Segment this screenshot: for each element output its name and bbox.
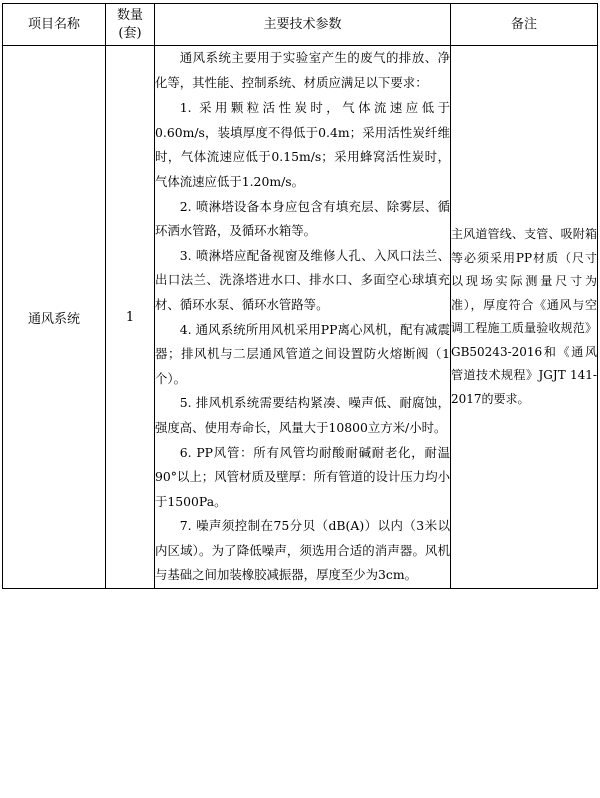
params-item-6: 6. PP风管：所有风管均耐酸耐碱耐老化，耐温90°以上；风管材质及壁厚：所有管道的设计压力均小于1500Pa。: [155, 444, 450, 509]
params-intro: 通风系统主要用于实验室产生的废气的排放、净化等，其性能、控制系统、材质应满足以下要求：: [155, 50, 450, 90]
table-row: [3, 46, 598, 589]
header-quantity: [106, 4, 155, 46]
header-quantity-label: 数量: [116, 7, 143, 23]
notes-text: 主风道管线、支管、吸附箱等必须采用PP材质（尺寸以现场实际测量尺寸为准），厚度符合《通风与空调工程施工质量验收规范》GB50243-2016和《通风管道技术规程》JGJT 141-2017的要求。: [451, 227, 597, 406]
params-item-7: 7. 噪声须控制在75分贝（dB(A)）以内（3米以内区域）。为了降低噪声，须选用合适的消声器。风机与基础之间加装橡胶减振器，厚度至少为3cm。: [155, 518, 450, 583]
table-header-row: [3, 4, 598, 46]
cell-main-params: [155, 46, 451, 589]
header-notes: 备注: [451, 4, 598, 46]
header-main-params: 主要技术参数: [155, 4, 451, 46]
params-item-3: 3. 喷淋塔应配备视窗及维修人孔、入风口法兰、出口法兰、洗涤塔进水口、排水口、多面空心球填充材、循环水泵、循环水管路等。: [155, 247, 450, 312]
params-item-1: 1. 采用颗粒活性炭时，气体流速应低于0.60m/s，装填厚度不得低于0.4m；采用活性炭纤维时，气体流速应低于0.15m/s；采用蜂窝活性炭时，气体流速应低于1.20m/s。: [155, 100, 450, 189]
cell-notes: [451, 46, 598, 589]
header-project-name: 项目名称: [3, 4, 106, 46]
header-quantity-unit: (套): [118, 25, 142, 41]
params-item-5: 5. 排风机系统需要结构紧凑、噪声低、耐腐蚀，强度高、使用寿命长，风量大于10800立方米/小时。: [155, 395, 450, 435]
cell-project-name: 通风系统: [3, 46, 106, 589]
cell-quantity: 1: [106, 46, 155, 589]
params-item-4: 4. 通风系统所用风机采用PP离心风机，配有减震器；排风机与二层通风管道之间设置防火熔断阀（1个）。: [155, 321, 450, 386]
spec-table: [2, 3, 598, 589]
params-item-2: 2. 喷淋塔设备本身应包含有填充层、除雾层、循环洒水管路，及循环水箱等。: [155, 198, 450, 239]
